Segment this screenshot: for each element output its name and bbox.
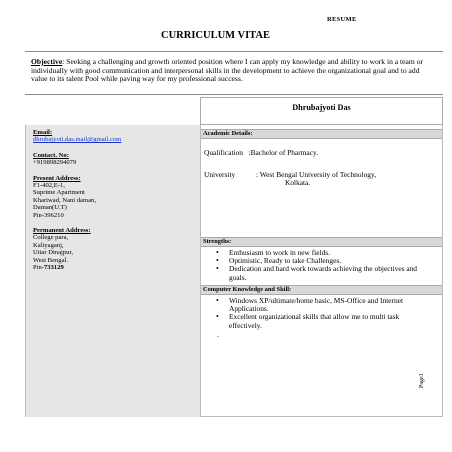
permanent-address-line: West Bengal.	[33, 256, 68, 264]
permanent-address-pin	[33, 264, 200, 271]
strengths-list	[216, 249, 421, 282]
trailing-mark: .	[217, 330, 219, 339]
present-address-label: Present Address:	[33, 174, 81, 182]
page-label: Page1	[419, 373, 425, 388]
computer-skill-item: • Windows XP/ultimate/home basic, MS-Office and Internet Applications.	[216, 297, 421, 313]
spacer	[33, 219, 200, 227]
strength-item: • Enthusiasm to work in new fields.	[216, 249, 421, 257]
candidate-name: Dhrubajyoti Das	[200, 97, 443, 125]
university-label: University	[204, 170, 236, 179]
pin-number: 733129	[44, 264, 64, 272]
cv-title: CURRICULUM VITAE	[161, 30, 270, 41]
university-value: : West Bengal University of Technology,	[256, 170, 377, 179]
resume-tag: RESUME	[327, 16, 357, 23]
present-address-line: Daman(U.T)	[33, 204, 67, 212]
university-city: Kolkata.	[285, 178, 311, 187]
strength-item: • Dedication and hard work towards achieving the objectives and goals.	[216, 265, 421, 281]
strengths-heading: Strengths:	[201, 237, 442, 247]
contact-panel	[25, 125, 200, 417]
present-address-line: Suprime Apartment	[33, 189, 85, 197]
spacer	[33, 167, 200, 175]
phone-number: +919898294079	[33, 159, 77, 167]
permanent-address-line: Uttar Dinajpur,	[33, 249, 74, 257]
details-panel	[200, 125, 443, 417]
permanent-address-label: Permanent Address:	[33, 227, 91, 235]
qualification-row	[204, 149, 318, 157]
permanent-address-line: College para,	[33, 234, 69, 242]
present-address-line: F1-402,E-1,	[33, 182, 65, 190]
pin-prefix: Pin-	[33, 264, 44, 272]
computer-heading: Computer Knowledge and Skill:	[201, 285, 442, 295]
present-address-line: Khariwad, Nani daman,	[33, 196, 96, 204]
phone-label: Contact. No:	[33, 151, 69, 159]
email-link[interactable]: dhrubajyoti.das.mail@gmail.com	[33, 136, 122, 144]
computer-skill-item: • Excellent organizational skills that allow me to multi task effectively.	[216, 313, 421, 329]
present-address-line: Pin-396210	[33, 211, 64, 219]
permanent-address-line: Kaliyaganj,	[33, 241, 64, 249]
spacer	[33, 144, 200, 152]
email-label: Email:	[33, 129, 53, 136]
academic-heading: Academic Details:	[201, 129, 442, 139]
qualification-label: Qualification	[204, 148, 243, 157]
objective-label: Objective	[31, 57, 63, 66]
qualification-value: :Bachelor of Pharmacy.	[248, 148, 319, 157]
objective-text: : Seeking a challenging and growth oriented position where I can apply my knowledge and ability to work in a team or individually with good communication and interpersonal skills in the development to achieve the organizational goal and to add value to its talent Pool while paving way for my professional success.	[31, 57, 424, 84]
objective-section	[25, 51, 443, 95]
computer-skills-list	[216, 297, 421, 330]
strength-item: • Optimistic, Ready to take Challenges.	[216, 257, 421, 265]
